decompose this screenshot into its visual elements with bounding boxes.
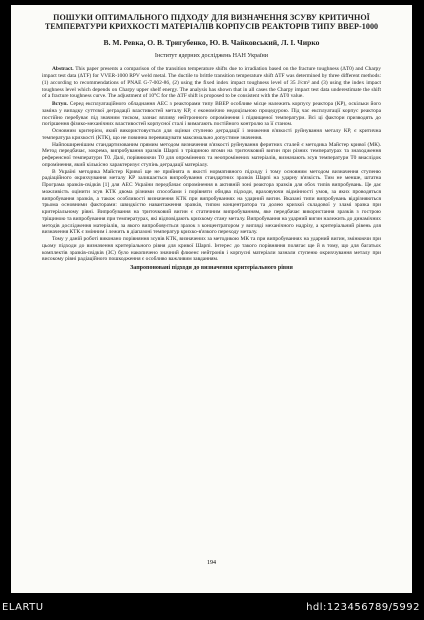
abstract-label: Abstract. (52, 66, 74, 73)
page-number: 194 (207, 560, 216, 566)
body-paragraph-4: Тому у даній роботі виконано порівняння зсувів КТК, визначених за методикою МК та при випробуваннях на ударний вигин, змінюючи при цьому підходи до визначення критеріального рівня для кривої Шарпі. Інтерес до такого порівняння полягає ще й в тому, що для багатьох комплектів зразків-свідків (ЗС) було накопичено значний флюенс нейтронів і корпусні матеріали зазнали ступеню окрихчування металу при високому рівні радіаційного пошкодження є особливо важливим завданням. (42, 236, 381, 263)
author-list: В. М. Ревка, О. В. Тригубенко, Ю. В. Чайковський, Л. І. Чирко (103, 37, 320, 47)
body-paragraph-3: В Україні методика Майстер Кривої ще не прийнята в якості нормативного підходу і тому основним методом визначення ступеню радіаційного окрихчування металу КР залишається випробування стандартних зразків Шарпі на ударну в'язкість. Тим не менше, штатна Програма зразків-свідків [1] для АЕС України передбачає опромінення в активній зоні реактора зразків для обох типів випробувань. Це дає можливість оцінити зсув КТК двома різними способами і порівняти обидва підходи, враховуючи відмінності умов, за яких проводяться випробування зразків, а також особливості визначення КТК при випробуваннях на ударний вигин. Вказані типи випробувань відрізняються трьома основними факторами: швидкістю навантаження зразків, типом концентратора та долею крихкої складової у зламі зразка при критеріальному рівні. Випробування на триточковий вигин є статичним випробуванням, яке передбачає використання зразків з гострою тріщиною та випробування при температурах, які відповідають крихкому стану металу. Випробування на ударний вигин належить до динамічних методів дослідження матеріалів, за якого випробовується зразок з концентратором у вигляді механічного надрізу, а критеріальний рівень для визначення КТК є змінним і лежить в діапазоні температур крихко-в'язкого переходу металу. (42, 168, 381, 236)
repository-label: ELARTU (2, 602, 44, 613)
intro-paragraph (42, 101, 381, 128)
body-paragraph-1: Основним критерієм, який використовується для оцінки ступеню деградації і зниження в'язкості руйнування металу КР, є критична температура крихкості (КТК), що не повинна перевищувати максимально допустиме значення. (42, 128, 381, 141)
intro-text: Серед експлуатаційного обладнання АЕС з реакторами типу ВВЕР особливе місце належить корпусу реактора (КР), оскільки його заміна у випадку суттєвої деградації властивостей металу КР, є економічно недоцільною процедурою. Під час експлуатації корпус реактора постійно перебуває під значним тиском, зазнає впливу нейтронного опромінення і підвищеної температури. Всі ці фактори призводять до погіршення фізико-механічних властивостей корпусної сталі і вимагають постійного контролю за її станом. (42, 101, 381, 128)
abstract-text: This paper presents a comparison of the transition temperature shifts due to irradiation based on the fracture toughness (ΔT0) and Charpy impact test data (ΔTF) for VVER-1000 RPV weld metal. The ductile to brittle transition temperature shift ΔTF was determined by three different methods: (1) according to recommendations of PNAE G-7-002-86, (2) using the fixed index impact toughness level of 35 J/cm² and (3) using the index impact toughness level which depends on Charpy upper shelf energy. The analysis has shown that in all cases the Charpy impact test data underestimate the shift of a fracture toughness curve. The adjustment of 10°C for the ΔTF shift is proposed to be consistent with the ΔT0 value. (42, 66, 381, 100)
document-page (11, 5, 412, 593)
page-content (42, 13, 381, 273)
intro-label: Вступ. (52, 101, 68, 108)
abstract-paragraph (42, 66, 381, 100)
paper-title: ПОШУКИ ОПТИМАЛЬНОГО ПІДХОДУ ДЛЯ ВИЗНАЧЕННЯ ЗСУВУ КРИТИЧНОЇ ТЕМПЕРАТУРИ КРИХКОСТІ МАТЕРІАЛІВ КОРПУСІВ РЕАКТОРІВ ТИПУ ВВЕР-1000 (44, 13, 379, 32)
body-paragraph-2: Найпоширенішим стандартизованим прямим методом визначення в'язкості руйнування феритних сталей є методика Майстер кривої (МК). Метод передбачає, зокрема, випробування зразків Шарпі з тріщиною втоми на триточковий вигин при різних температурах та знаходження референсної температури T0. Далі, порівнюючи T0 для опромінених та неопромінених матеріалів, визначають зсув температури T0 внаслідок опромінення, який кількісно характеризує ступінь деградації матеріалу. (42, 141, 381, 168)
section-heading: Запропоновані підходи до визначення критеріального рівня (130, 265, 293, 272)
affiliation: Інститут ядерних досліджень НАН України (154, 52, 269, 59)
handle-identifier: hdl:123456789/5992 (306, 602, 420, 613)
